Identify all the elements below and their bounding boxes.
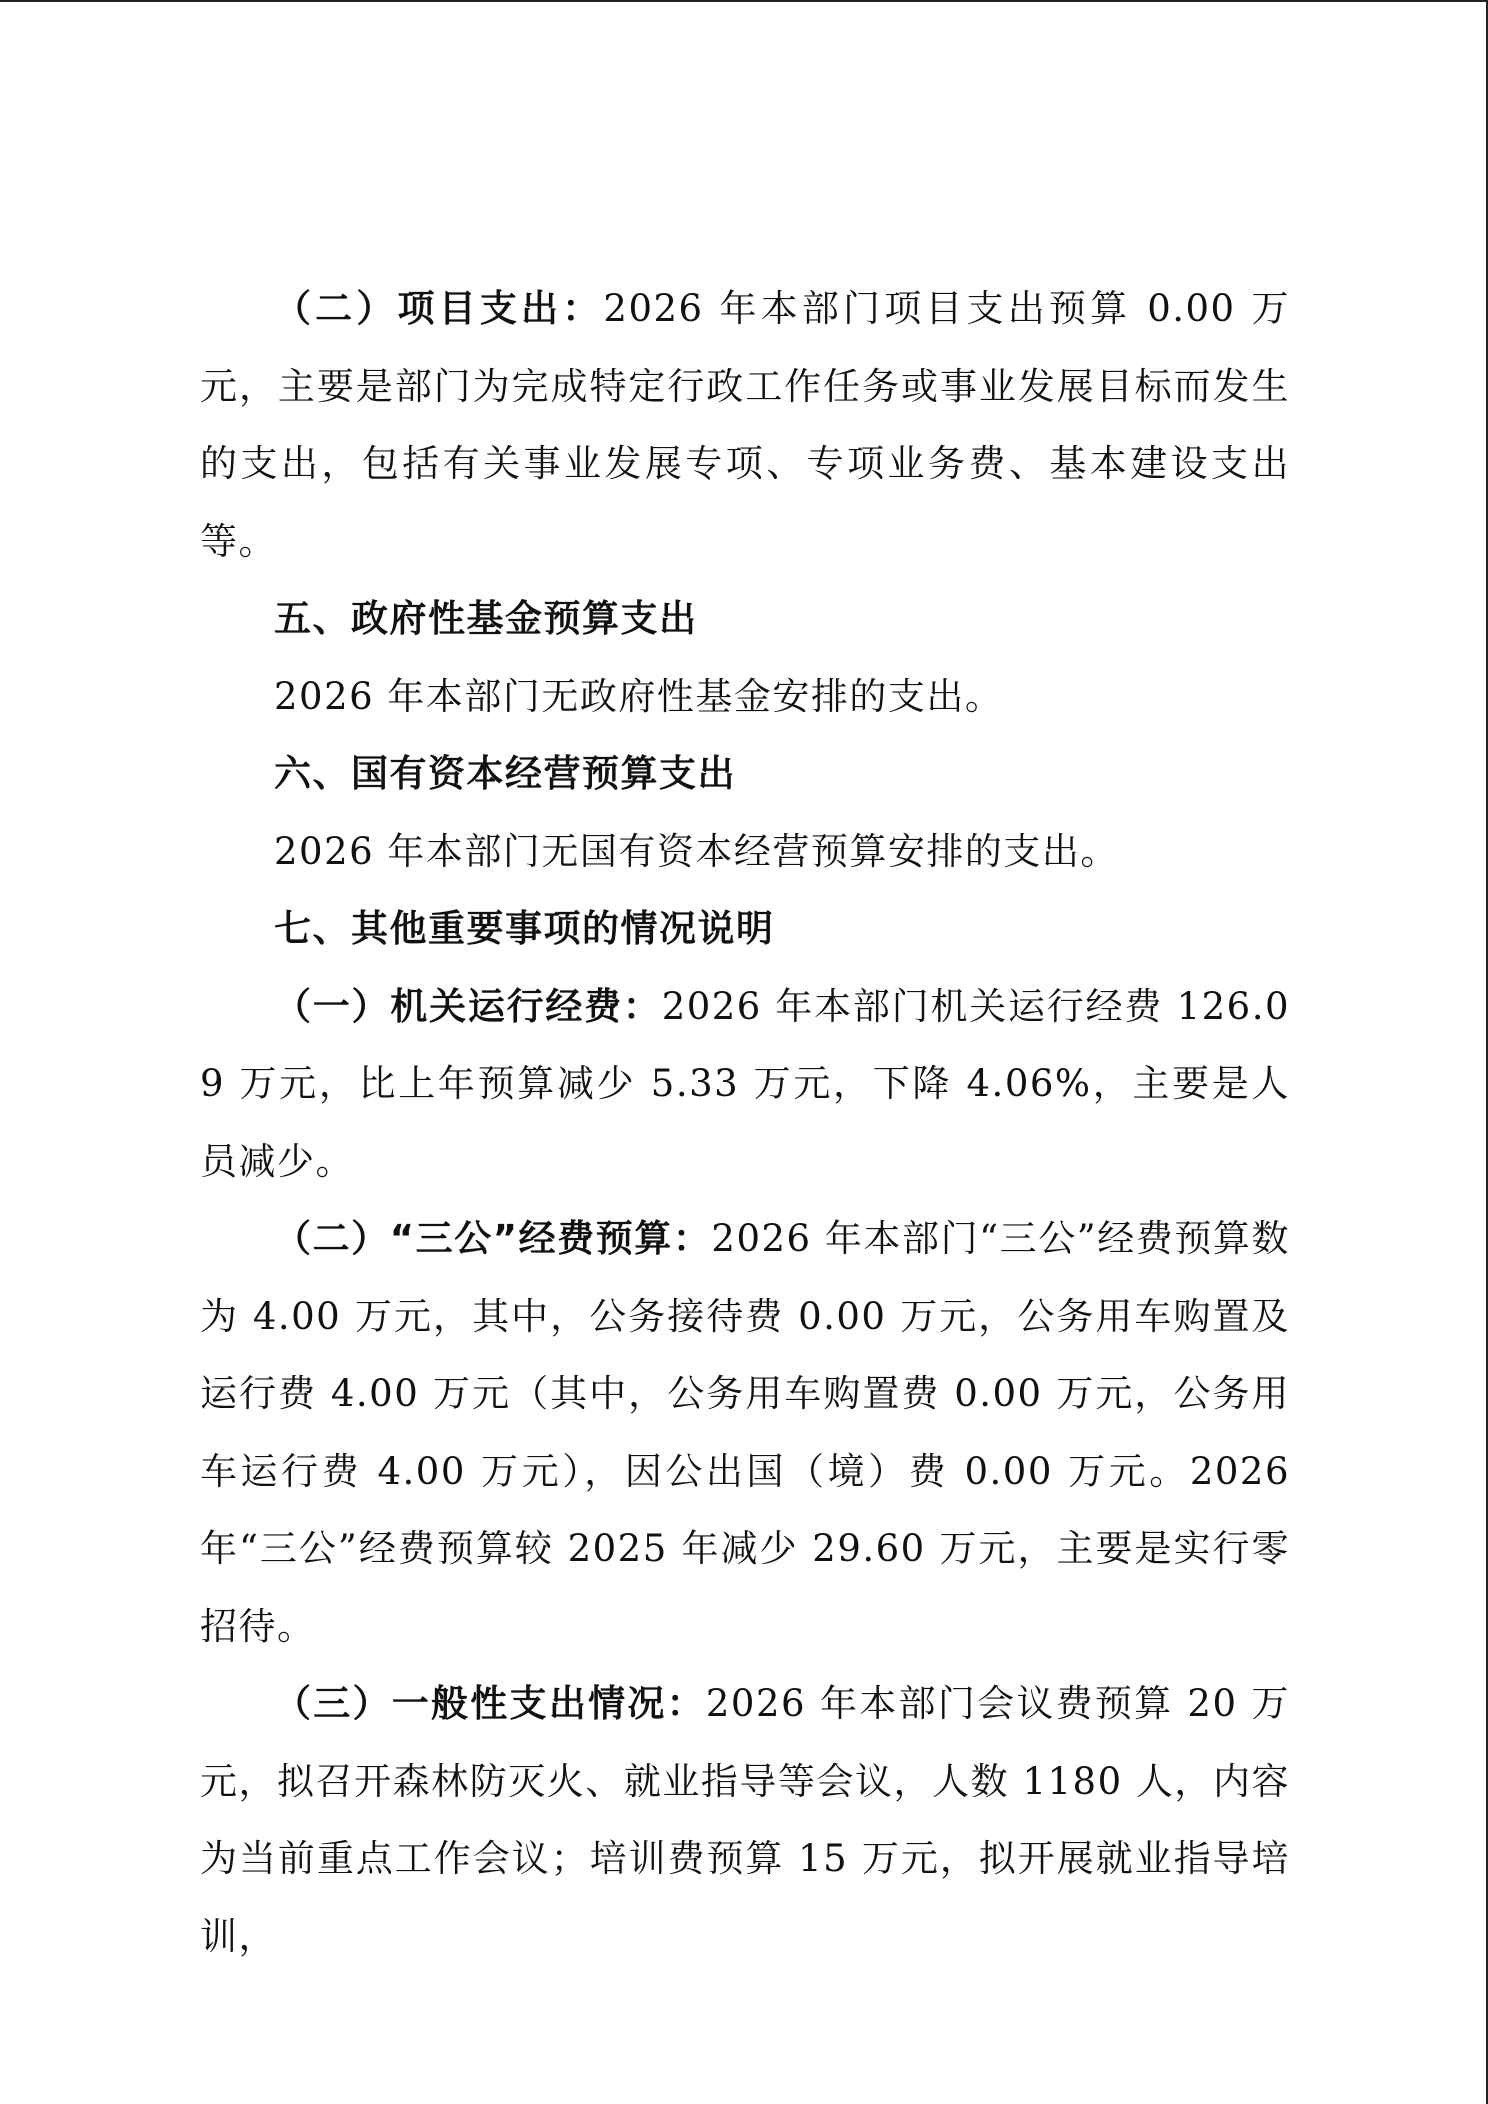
paragraph-text: 2026 年本部门会议费预算 20 万元，拟召开森林防灭火、就业指导等会议，人数 1180 人，内容为当前重点工作会议；培训费预算 15 万元，拟开展就业指导培训， bbox=[200, 1682, 1290, 1958]
paragraph-lead: （二）项目支出： bbox=[274, 287, 604, 330]
paragraph-government-fund: 2026 年本部门无政府性基金安排的支出。 bbox=[274, 674, 1004, 718]
section-heading-5: 五、政府性基金预算支出 bbox=[274, 597, 698, 640]
section-heading-7: 七、其他重要事项的情况说明 bbox=[274, 907, 775, 950]
paragraph-project-expenditure bbox=[200, 270, 1290, 580]
paragraph-text: 2026 年本部门“三公”经费预算数为 4.00 万元，其中，公务接待费 0.00 万元，公务用车购置及运行费 4.00 万元（其中，公务用车购置费 0.00 万元，公务用车运行费 4.00 万元），因公出国（境）费 0.00 万元。2026 年“三公”经费预算较 2025 年减少 29.60 万元，主要是实行零招待。 bbox=[200, 1217, 1290, 1648]
paragraph-text: 2026 年本部门项目支出预算 0.00 万元，主要是部门为完成特定行政工作任务或事业发展目标而发生的支出，包括有关事业发展专项、专项业务费、基本建设支出等。 bbox=[200, 287, 1291, 563]
paragraph-general-expenditure bbox=[200, 1665, 1290, 1975]
paragraph-three-public-expenses bbox=[200, 1200, 1290, 1665]
paragraph-lead: （三）一般性支出情况： bbox=[274, 1682, 706, 1725]
page-top-border bbox=[0, 0, 1488, 2]
paragraph-operating-expenses bbox=[200, 968, 1290, 1201]
paragraph-text: 2026 年本部门机关运行经费 126.09 万元，比上年预算减少 5.33 万元，下降 4.06%，主要是人员减少。 bbox=[200, 984, 1291, 1183]
document-body bbox=[200, 270, 1290, 1975]
section-heading-6: 六、国有资本经营预算支出 bbox=[274, 752, 736, 795]
paragraph-lead: （二）“三公”经费预算： bbox=[274, 1217, 712, 1260]
paragraph-lead: （一）机关运行经费： bbox=[274, 984, 662, 1028]
paragraph-state-capital: 2026 年本部门无国有资本经营预算安排的支出。 bbox=[274, 829, 1119, 873]
